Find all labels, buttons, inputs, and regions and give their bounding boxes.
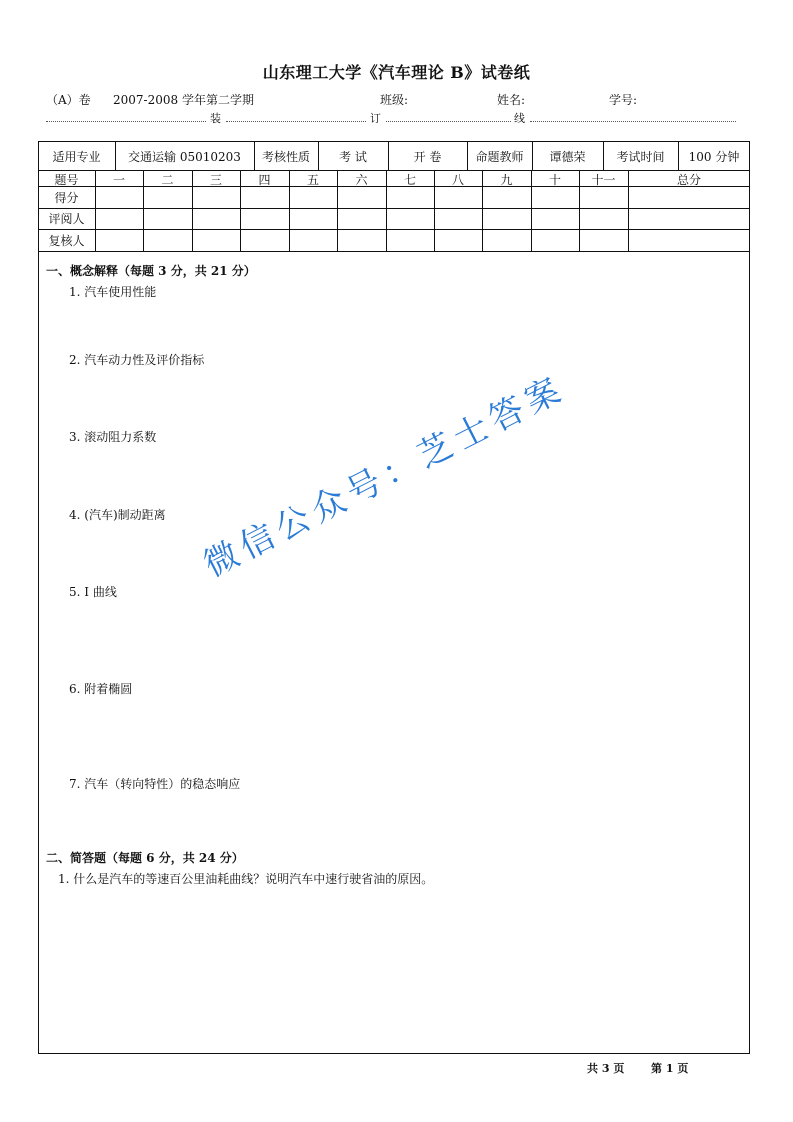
score-col-3: 三 [209,173,222,187]
section1-question-7: 7. 汽车（转向特性）的稳态响应 [69,777,241,791]
score-col-total: 总分 [676,173,701,187]
score-col-10: 十 [548,173,561,187]
info-cell-nature: 考 试 [339,150,367,164]
score-header-label: 题号 [54,173,79,187]
score-col-4: 四 [258,173,271,187]
info-cell-major: 交通运输 05010203 [128,150,241,164]
score-col-6: 六 [355,173,368,187]
term: 2007-2008 学年第二学期 [113,93,254,107]
binding-word-xian: 线 [514,112,525,125]
exam-title: 山东理工大学《汽车理论 B》试卷纸 [262,63,531,82]
info-cell-teacher-label: 命题教师 [475,150,524,164]
score-col-11: 十一 [591,173,616,187]
section1-heading: 一、概念解释（每题 3 分，共 21 分） [46,264,256,278]
score-row-reviewer: 复核人 [48,234,85,248]
footer-current-page: 第 1 页 [651,1062,689,1075]
info-cell-major-label: 适用专业 [52,150,101,164]
section1-question-2: 2. 汽车动力性及评价指标 [69,353,205,367]
section1-question-1: 1. 汽车使用性能 [69,285,157,299]
info-cell-time: 100 分钟 [688,150,740,164]
section2-heading: 二、简答题（每题 6 分，共 24 分） [46,851,244,865]
score-col-9: 九 [500,173,513,187]
footer-total-pages: 共 3 页 [587,1062,625,1075]
binding-line [46,110,736,124]
section1-question-4: 4. (汽车)制动距离 [69,508,166,522]
class-label: 班级: [380,93,409,107]
paper-type: （A）卷 [46,93,91,107]
binding-word-zhuang: 装 [210,112,221,125]
binding-word-ding: 订 [370,112,381,125]
score-col-1: 一 [112,173,125,187]
section1-question-3: 3. 滚动阻力系数 [69,430,157,444]
score-row-grader: 评阅人 [48,212,85,226]
name-label: 姓名: [497,93,526,107]
score-col-7: 七 [403,173,416,187]
score-col-2: 二 [161,173,174,187]
watermark-text: 微信公众号：芝士答案 [197,368,573,586]
info-cell-format: 开 卷 [413,150,442,164]
section1-question-5: 5. I 曲线 [69,585,117,599]
info-cell-teacher: 谭德荣 [549,150,586,164]
section2-question-1: 1. 什么是汽车的等速百公里油耗曲线？说明汽车中速行驶省油的原因。 [58,872,434,886]
score-col-5: 五 [306,173,319,187]
section1-question-6: 6. 附着椭圆 [69,682,133,696]
info-cell-nature-label: 考核性质 [261,150,310,164]
student-id-label: 学号: [609,93,638,107]
score-col-8: 八 [451,173,464,187]
score-row-score: 得分 [54,191,79,205]
info-cell-time-label: 考试时间 [616,150,665,164]
